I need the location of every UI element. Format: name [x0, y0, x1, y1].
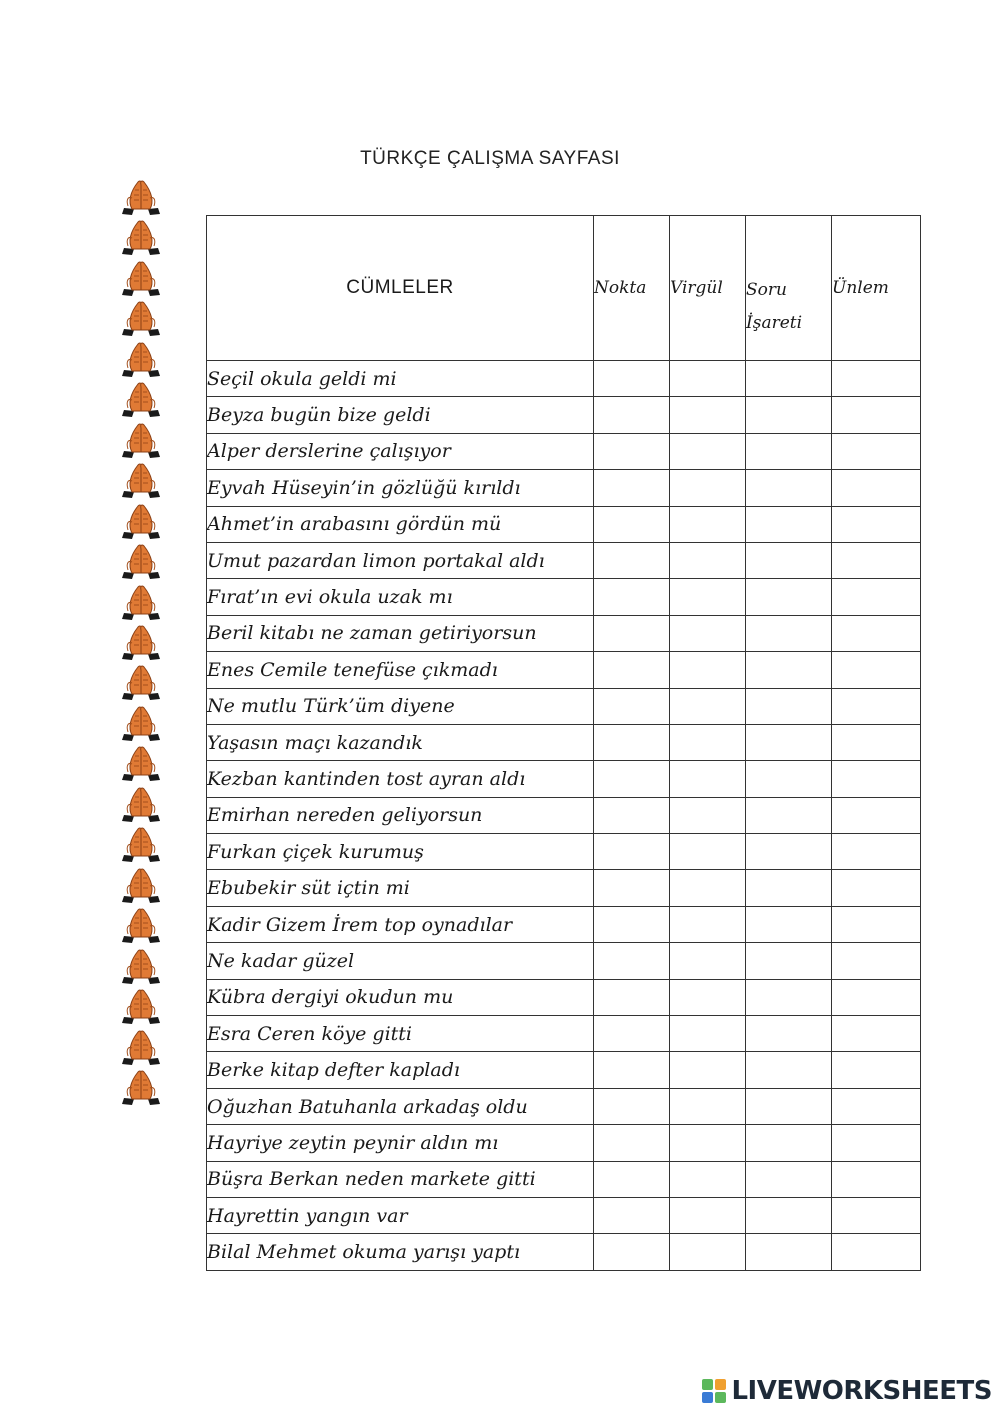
header-soru-line1: Soru — [746, 280, 787, 300]
sentence-text: Ahmet’in arabasını gördün mü — [207, 506, 594, 542]
answer-cell-unlem[interactable] — [832, 688, 921, 724]
answer-cell-nokta[interactable] — [594, 979, 670, 1015]
sentence-text: Enes Cemile tenefüse çıkmadı — [207, 652, 594, 688]
answer-cell-virgul[interactable] — [670, 506, 746, 542]
table-row — [207, 397, 921, 433]
table-row — [207, 433, 921, 469]
answer-cell-nokta[interactable] — [594, 797, 670, 833]
answer-cell-unlem[interactable] — [832, 361, 921, 397]
answer-cell-soru-isareti[interactable] — [746, 542, 832, 578]
answer-cell-nokta[interactable] — [594, 470, 670, 506]
answer-cell-unlem[interactable] — [832, 834, 921, 870]
answer-cell-unlem[interactable] — [832, 1088, 921, 1124]
table-header-row — [207, 216, 921, 361]
answer-cell-soru-isareti[interactable] — [746, 834, 832, 870]
sentence-text: Oğuzhan Batuhanla arkadaş oldu — [207, 1088, 594, 1124]
praying-hands-icon — [118, 987, 168, 1025]
page-title: TÜRKÇE ÇALIŞMA SAYFASI — [360, 148, 620, 169]
praying-hands-icon — [118, 947, 168, 985]
table-row — [207, 361, 921, 397]
praying-hands-icon — [118, 502, 168, 540]
answer-cell-soru-isareti[interactable] — [746, 506, 832, 542]
answer-cell-unlem[interactable] — [832, 615, 921, 651]
answer-cell-nokta[interactable] — [594, 1197, 670, 1233]
answer-cell-nokta[interactable] — [594, 906, 670, 942]
praying-hands-icon — [118, 785, 168, 823]
table-row — [207, 906, 921, 942]
praying-hands-icon — [118, 218, 168, 256]
answer-cell-soru-isareti[interactable] — [746, 906, 832, 942]
answer-cell-soru-isareti[interactable] — [746, 361, 832, 397]
table-row — [207, 470, 921, 506]
praying-hands-icon — [118, 1068, 168, 1106]
table-row — [207, 797, 921, 833]
answer-cell-nokta[interactable] — [594, 615, 670, 651]
table-row — [207, 724, 921, 760]
punctuation-worksheet-table — [206, 215, 921, 1271]
brand-name: LIVEWORKSHEETS — [731, 1376, 992, 1406]
answer-cell-virgul[interactable] — [670, 397, 746, 433]
sentence-text: Umut pazardan limon portakal aldı — [207, 542, 594, 578]
answer-cell-nokta[interactable] — [594, 1125, 670, 1161]
sentence-text: Beril kitabı ne zaman getiriyorsun — [207, 615, 594, 651]
header-unlem: Ünlem — [832, 216, 921, 361]
sentence-text: Fırat’ın evi okula uzak mı — [207, 579, 594, 615]
answer-cell-soru-isareti[interactable] — [746, 615, 832, 651]
answer-cell-soru-isareti[interactable] — [746, 652, 832, 688]
answer-cell-nokta[interactable] — [594, 361, 670, 397]
table-row — [207, 1016, 921, 1052]
liveworksheets-watermark — [701, 1373, 992, 1409]
table-row — [207, 1161, 921, 1197]
table-row — [207, 579, 921, 615]
answer-cell-virgul[interactable] — [670, 1088, 746, 1124]
answer-cell-nokta[interactable] — [594, 724, 670, 760]
table-row — [207, 834, 921, 870]
table-row — [207, 1088, 921, 1124]
answer-cell-soru-isareti[interactable] — [746, 943, 832, 979]
answer-cell-virgul[interactable] — [670, 1161, 746, 1197]
sentence-text: Büşra Berkan neden markete gitti — [207, 1161, 594, 1197]
sentence-text: Bilal Mehmet okuma yarışı yaptı — [207, 1234, 594, 1270]
sentence-text: Beyza bugün bize geldi — [207, 397, 594, 433]
answer-cell-virgul[interactable] — [670, 943, 746, 979]
sentence-text: Emirhan nereden geliyorsun — [207, 797, 594, 833]
answer-cell-unlem[interactable] — [832, 470, 921, 506]
sentence-text: Esra Ceren köye gitti — [207, 1016, 594, 1052]
answer-cell-unlem[interactable] — [832, 397, 921, 433]
praying-hands-icon — [118, 583, 168, 621]
header-soru-isareti — [746, 216, 832, 361]
sentence-text: Furkan çiçek kurumuş — [207, 834, 594, 870]
answer-cell-virgul[interactable] — [670, 1197, 746, 1233]
answer-cell-virgul[interactable] — [670, 906, 746, 942]
praying-hands-icon — [118, 704, 168, 742]
praying-hands-icon — [118, 866, 168, 904]
table-row — [207, 615, 921, 651]
sentence-text: Hayriye zeytin peynir aldın mı — [207, 1125, 594, 1161]
table-row — [207, 979, 921, 1015]
table-row — [207, 542, 921, 578]
praying-hands-icon — [118, 178, 168, 216]
sentence-text: Seçil okula geldi mi — [207, 361, 594, 397]
answer-cell-virgul[interactable] — [670, 761, 746, 797]
answer-cell-nokta[interactable] — [594, 870, 670, 906]
answer-cell-virgul[interactable] — [670, 542, 746, 578]
answer-cell-nokta[interactable] — [594, 506, 670, 542]
table-row — [207, 652, 921, 688]
sentence-text: Ne kadar güzel — [207, 943, 594, 979]
answer-cell-soru-isareti[interactable] — [746, 1016, 832, 1052]
answer-cell-unlem[interactable] — [832, 433, 921, 469]
praying-hands-icon — [118, 906, 168, 944]
answer-cell-soru-isareti[interactable] — [746, 1161, 832, 1197]
praying-hands-icon — [118, 421, 168, 459]
sentence-text: Ebubekir süt içtin mi — [207, 870, 594, 906]
answer-cell-virgul[interactable] — [670, 470, 746, 506]
answer-cell-nokta[interactable] — [594, 1016, 670, 1052]
answer-cell-nokta[interactable] — [594, 542, 670, 578]
table-row — [207, 506, 921, 542]
answer-cell-unlem[interactable] — [832, 1052, 921, 1088]
answer-cell-nokta[interactable] — [594, 834, 670, 870]
table-row — [207, 688, 921, 724]
sentence-text: Hayrettin yangın var — [207, 1197, 594, 1233]
answer-cell-unlem[interactable] — [832, 797, 921, 833]
answer-cell-soru-isareti[interactable] — [746, 579, 832, 615]
answer-cell-virgul[interactable] — [670, 1125, 746, 1161]
answer-cell-soru-isareti[interactable] — [746, 1197, 832, 1233]
answer-cell-unlem[interactable] — [832, 1125, 921, 1161]
header-soru-line2: İşareti — [746, 313, 803, 333]
praying-hands-icon — [118, 299, 168, 337]
table-row — [207, 870, 921, 906]
answer-cell-nokta[interactable] — [594, 1234, 670, 1270]
answer-cell-virgul[interactable] — [670, 1052, 746, 1088]
answer-cell-soru-isareti[interactable] — [746, 1088, 832, 1124]
praying-hands-icon — [118, 461, 168, 499]
answer-cell-soru-isareti[interactable] — [746, 724, 832, 760]
answer-cell-nokta[interactable] — [594, 1161, 670, 1197]
sentence-text: Yaşasın maçı kazandık — [207, 724, 594, 760]
table-row — [207, 1197, 921, 1233]
answer-cell-soru-isareti[interactable] — [746, 870, 832, 906]
answer-cell-nokta[interactable] — [594, 397, 670, 433]
sentence-text: Alper derslerine çalışıyor — [207, 433, 594, 469]
table-row — [207, 1234, 921, 1270]
answer-cell-virgul[interactable] — [670, 579, 746, 615]
table-row — [207, 943, 921, 979]
answer-cell-soru-isareti[interactable] — [746, 397, 832, 433]
table-row — [207, 1125, 921, 1161]
praying-hands-icon — [118, 542, 168, 580]
answer-cell-virgul[interactable] — [670, 834, 746, 870]
answer-cell-unlem[interactable] — [832, 724, 921, 760]
praying-hands-icon — [118, 380, 168, 418]
answer-cell-virgul[interactable] — [670, 615, 746, 651]
sentence-text: Kezban kantinden tost ayran aldı — [207, 761, 594, 797]
answer-cell-virgul[interactable] — [670, 652, 746, 688]
answer-cell-virgul[interactable] — [670, 361, 746, 397]
answer-cell-unlem[interactable] — [832, 761, 921, 797]
answer-cell-unlem[interactable] — [832, 1161, 921, 1197]
answer-cell-unlem[interactable] — [832, 943, 921, 979]
sentence-text: Kadir Gizem İrem top oynadılar — [207, 906, 594, 942]
header-nokta: Nokta — [594, 216, 670, 361]
answer-cell-unlem[interactable] — [832, 652, 921, 688]
answer-cell-virgul[interactable] — [670, 688, 746, 724]
answer-cell-virgul[interactable] — [670, 1016, 746, 1052]
praying-hands-icon — [118, 340, 168, 378]
answer-cell-nokta[interactable] — [594, 579, 670, 615]
header-virgul: Virgül — [670, 216, 746, 361]
answer-cell-soru-isareti[interactable] — [746, 688, 832, 724]
header-sentences: CÜMLELER — [207, 216, 594, 361]
answer-cell-unlem[interactable] — [832, 870, 921, 906]
praying-hands-icon — [118, 259, 168, 297]
answer-cell-unlem[interactable] — [832, 579, 921, 615]
answer-cell-soru-isareti[interactable] — [746, 1052, 832, 1088]
answer-cell-virgul[interactable] — [670, 433, 746, 469]
sentence-text: Kübra dergiyi okudun mu — [207, 979, 594, 1015]
answer-cell-virgul[interactable] — [670, 797, 746, 833]
liveworksheets-logo-icon — [701, 1378, 727, 1404]
answer-cell-soru-isareti[interactable] — [746, 433, 832, 469]
answer-cell-unlem[interactable] — [832, 1234, 921, 1270]
answer-cell-virgul[interactable] — [670, 724, 746, 760]
answer-cell-soru-isareti[interactable] — [746, 979, 832, 1015]
praying-hands-icon — [118, 825, 168, 863]
praying-hands-icon — [118, 744, 168, 782]
answer-cell-unlem[interactable] — [832, 542, 921, 578]
sentence-text: Ne mutlu Türk’üm diyene — [207, 688, 594, 724]
answer-cell-unlem[interactable] — [832, 979, 921, 1015]
decorative-border — [118, 178, 168, 1106]
answer-cell-virgul[interactable] — [670, 979, 746, 1015]
table-row — [207, 1052, 921, 1088]
answer-cell-soru-isareti[interactable] — [746, 761, 832, 797]
sentence-text: Berke kitap defter kapladı — [207, 1052, 594, 1088]
answer-cell-unlem[interactable] — [832, 906, 921, 942]
answer-cell-nokta[interactable] — [594, 1052, 670, 1088]
answer-cell-soru-isareti[interactable] — [746, 470, 832, 506]
answer-cell-virgul[interactable] — [670, 870, 746, 906]
answer-cell-soru-isareti[interactable] — [746, 797, 832, 833]
answer-cell-nokta[interactable] — [594, 652, 670, 688]
answer-cell-nokta[interactable] — [594, 1088, 670, 1124]
praying-hands-icon — [118, 663, 168, 701]
answer-cell-soru-isareti[interactable] — [746, 1234, 832, 1270]
answer-cell-virgul[interactable] — [670, 1234, 746, 1270]
answer-cell-nokta[interactable] — [594, 761, 670, 797]
answer-cell-nokta[interactable] — [594, 688, 670, 724]
answer-cell-unlem[interactable] — [832, 506, 921, 542]
sentence-text: Eyvah Hüseyin’in gözlüğü kırıldı — [207, 470, 594, 506]
answer-cell-unlem[interactable] — [832, 1016, 921, 1052]
answer-cell-unlem[interactable] — [832, 1197, 921, 1233]
answer-cell-soru-isareti[interactable] — [746, 1125, 832, 1161]
answer-cell-nokta[interactable] — [594, 433, 670, 469]
table-row — [207, 761, 921, 797]
praying-hands-icon — [118, 623, 168, 661]
answer-cell-nokta[interactable] — [594, 943, 670, 979]
praying-hands-icon — [118, 1028, 168, 1066]
